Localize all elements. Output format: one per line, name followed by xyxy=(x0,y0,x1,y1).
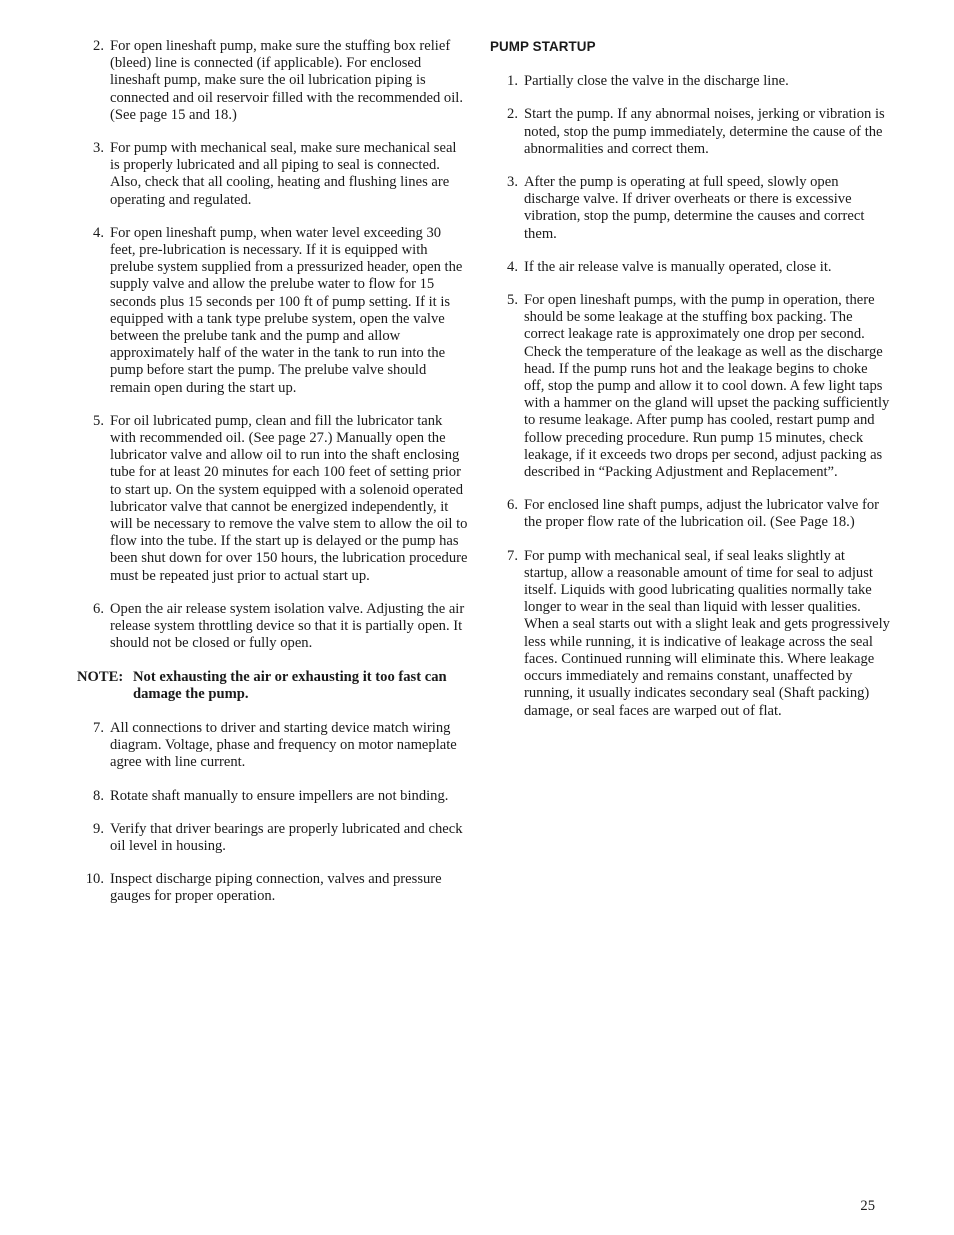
list-item-text: Inspect discharge piping connection, valves and pressure gauges for proper operation. xyxy=(110,871,442,905)
list-item-text: For open lineshaft pump, when water level exceeding 30 feet, pre-lubrication is necessary. If it is equipped with prelube system supplied from a pressurized header, open the supply valve and allow the prelube water to flow for 15 seconds plus 15 seconds per 100 ft of pump setting. If it is equipped with a tank type prelube system, open the valve between the prelube tank and the pump and allow approximately half of the water in the tank to run into the pump before start the pump. The prelube valve should remain open during the start up. xyxy=(110,224,463,396)
list-item-text: For open lineshaft pump, make sure the stuffing box relief (bleed) line is connected (if applicable). For enclosed lineshaft pump, make sure the oil lubrication piping is connected and oil reservoir filled with the recommended oil. (See page 15 and 18.) xyxy=(110,38,463,123)
list-item-text: For oil lubricated pump, clean and fill the lubricator tank with recommended oil. (See page 27.) Manually open the lubricator valve and allow oil to run into the shaft enclosing tube for at least 20 minutes for each 100 feet of setting prior to start up. On the system equipped with a solenoid operated lubricator valve that cannot be energized independently, it will be necessary to remove the valve stem to allow the oil to flow into the tube. If the start up is delayed or the pump has been shut down for over 150 hours, the lubrication procedure must be repeated just prior to actual start up. xyxy=(110,412,468,584)
list-item-number: 7. xyxy=(507,547,518,564)
list-item-text: After the pump is operating at full speed, slowly open discharge valve. If driver overheats or there is excessive vibration, stop the pump, determine the causes and correct them. xyxy=(524,174,865,242)
list-item-text: Rotate shaft manually to ensure impellers are not binding. xyxy=(110,787,449,804)
list-item-number: 9. xyxy=(93,820,104,837)
list-item-number: 6. xyxy=(507,497,518,514)
list-item-number: 4. xyxy=(93,224,104,241)
list-item-text: For open lineshaft pumps, with the pump in operation, there should be some leakage at the stuffing box packing. The correct leakage rate is approximately one drop per second. Check the temperature of the leakage as well as the discharge head. If the pump runs hot and the leakage begins to choke off, stop the pump and allow it to cool down. A few light taps with a hammer on the gland will upset the packing sufficiently to resume leakage. After pump has cooled, restart pump and follow preceding procedure. Run pump 15 minutes, check leakage, if it exceeds two drops per second, adjust packing as described in “Packing Adjustment and Replacement”. xyxy=(524,292,890,481)
list-item xyxy=(76,225,468,397)
list-item xyxy=(76,788,468,805)
list-item-text: For enclosed line shaft pumps, adjust the lubricator valve for the proper flow rate of the lubrication oil. (See Page 18.) xyxy=(524,497,880,531)
list-item-number: 4. xyxy=(507,258,518,275)
list-item xyxy=(76,871,468,905)
left-list-before-note xyxy=(76,38,468,653)
list-item xyxy=(76,601,468,653)
left-list-after-note xyxy=(76,720,468,906)
list-item xyxy=(490,548,890,720)
list-item xyxy=(76,821,468,855)
list-item-text: For pump with mechanical seal, if seal leaks slightly at startup, allow a reasonable amount of time for seal to adjust itself. Liquids with good lubricating qualities normally take longer to wear in the seal than liquid with lesser qualities. When a seal starts out with a slight leak and gets progressively less while running, it is indicative of leakage across the seal faces. Continued running will eliminate this. Where leakage occurs immediately and remains constant, unaffected by running, it usually indicates secondary seal (Shaft packing) damage, or seal faces are warped out of flat. xyxy=(524,547,890,719)
right-column xyxy=(490,38,890,736)
list-item-number: 3. xyxy=(93,140,104,157)
list-item-number: 1. xyxy=(507,73,518,90)
list-item-number: 7. xyxy=(93,719,104,736)
list-item-number: 10. xyxy=(85,871,104,888)
list-item xyxy=(76,38,468,124)
list-item-text: Partially close the valve in the discharge line. xyxy=(524,73,789,90)
left-column xyxy=(76,38,468,922)
list-item xyxy=(490,259,890,276)
list-item xyxy=(76,140,468,209)
note xyxy=(76,669,468,703)
list-item-number: 5. xyxy=(507,292,518,309)
list-item-number: 2. xyxy=(93,38,104,54)
list-item-text: Open the air release system isolation valve. Adjusting the air release system throttling device so that it is partially open. It should not be closed or fully open. xyxy=(110,600,465,652)
list-item-text: Verify that driver bearings are properly lubricated and check oil level in housing. xyxy=(110,820,463,854)
list-item-number: 6. xyxy=(93,600,104,617)
list-item xyxy=(490,73,890,90)
list-item-number: 8. xyxy=(93,787,104,804)
list-item xyxy=(490,497,890,531)
list-item-text: Start the pump. If any abnormal noises, jerking or vibration is noted, stop the pump immediately, determine the cause of the abnormalities and correct them. xyxy=(524,106,885,157)
page-number: 25 xyxy=(860,1198,875,1214)
list-item-number: 5. xyxy=(93,412,104,429)
list-item-text: All connections to driver and starting device match wiring diagram. Voltage, phase and frequency on motor nameplate agree with line current. xyxy=(110,719,457,771)
note-text: Not exhausting the air or exhausting it too fast can damage the pump. xyxy=(133,668,447,702)
list-item xyxy=(490,174,890,243)
list-item xyxy=(76,720,468,772)
list-item xyxy=(490,292,890,481)
list-item xyxy=(490,106,890,158)
list-item-text: For pump with mechanical seal, make sure mechanical seal is properly lubricated and all piping to seal is connected. Also, check that all cooling, heating and flushing lines are operating and regulated. xyxy=(110,140,457,208)
pump-startup-list xyxy=(490,73,890,720)
note-label: NOTE: xyxy=(77,668,124,685)
list-item-text: If the air release valve is manually operated, close it. xyxy=(524,258,832,275)
list-item-number: 3. xyxy=(507,174,518,191)
section-heading: PUMP STARTUP xyxy=(490,39,596,54)
list-item-number: 2. xyxy=(507,106,518,123)
list-item xyxy=(76,413,468,585)
